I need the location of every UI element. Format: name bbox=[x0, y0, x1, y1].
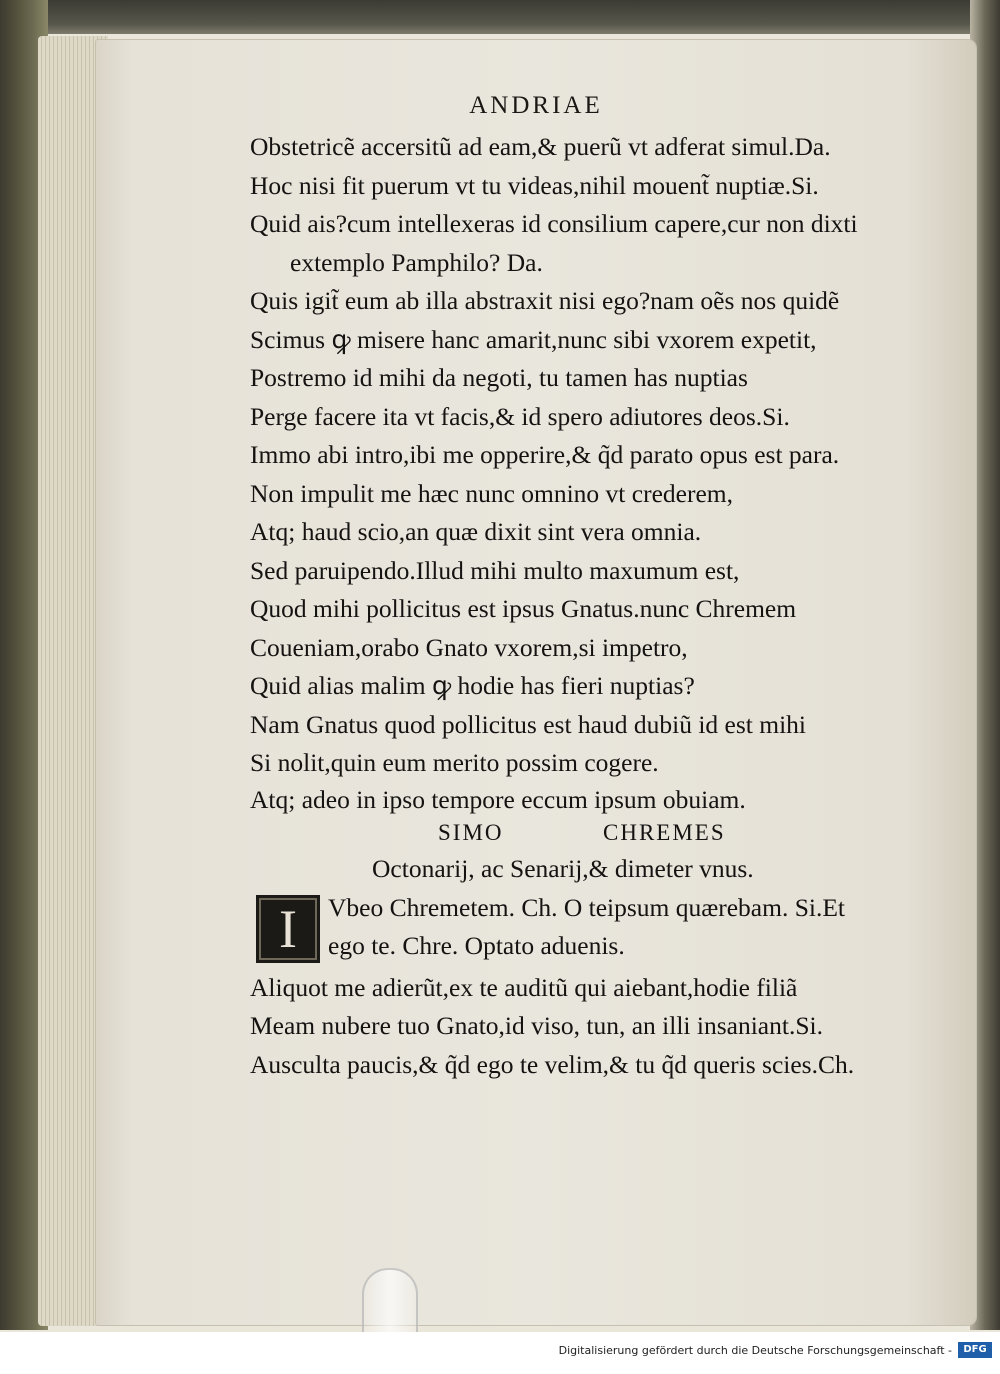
text-line: Ausculta paucis,& q̃d ego te velim,& tu q̃d queris scies.Ch. bbox=[250, 1049, 855, 1079]
text-line: Hoc nisi fit puerum vt tu videas,nihil mouent̃ nuptiæ.Si. bbox=[250, 170, 819, 200]
text-line: Vbeo Chremetem. Ch. O teipsum quærebam. Si.Et bbox=[328, 892, 846, 922]
running-head: ANDRIAE bbox=[469, 92, 603, 119]
text-line: Quid alias malim ꝙ hodie has fieri nuptias? bbox=[250, 671, 695, 700]
text-line: Perge facere ita vt facis,& id spero adiutores deos.Si. bbox=[250, 401, 790, 431]
speaker-name: SIMO bbox=[438, 819, 504, 845]
text-line: Nam Gnatus quod pollicitus est haud dubiũ id est mihi bbox=[250, 709, 806, 739]
footer-bar bbox=[0, 1332, 1000, 1374]
text-line: Aliquot me adierũt,ex te auditũ qui aiebant,hodie filiã bbox=[250, 972, 798, 1002]
text-line: Postremo id mihi da negoti, tu tamen has nuptias bbox=[250, 363, 748, 392]
dfg-logo-icon: DFG bbox=[958, 1342, 992, 1358]
dropcap-paragraph bbox=[250, 889, 940, 969]
text-line: Scimus ꝙ misere hanc amarit,nunc sibi vxorem expetit, bbox=[250, 324, 817, 354]
text-line: Obstetricẽ accersitũ ad eam,& puerũ vt adferat simul.Da. bbox=[250, 132, 831, 161]
speaker-heading bbox=[250, 817, 940, 849]
text-line: Non impulit me hæc nunc omnino vt crederem, bbox=[250, 478, 733, 508]
text-line: Sed paruipendo.Illud mihi multo maxumum est, bbox=[250, 555, 740, 585]
text-line: Immo abi intro,ibi me opperire,& q̃d parato opus est para. bbox=[250, 440, 840, 469]
decorated-initial-icon: I bbox=[256, 895, 320, 963]
text-line: Atq; haud scio,an quæ dixit sint vera omnia. bbox=[250, 517, 702, 546]
meter-note: Octonarij, ac Senarij,& dimeter vnus. bbox=[372, 853, 754, 883]
text-line: Meam nubere tuo Gnato,id viso, tun, an illi insaniant.Si. bbox=[250, 1011, 823, 1040]
text-line: Quis igit̃ eum ab illa abstraxit nisi ego?nam oẽs nos quidẽ bbox=[250, 286, 840, 315]
funding-credit: Digitalisierung gefördert durch die Deutsche Forschungsgemeinschaft - bbox=[558, 1344, 952, 1357]
book-binding-top bbox=[0, 0, 1000, 34]
text-line: Atq; adeo in ipso tempore eccum ipsum obuiam. bbox=[250, 784, 746, 814]
text-line: Quod mihi pollicitus est ipsus Gnatus.nunc Chremem bbox=[250, 594, 797, 623]
page-text bbox=[250, 128, 940, 1084]
text-line: Coueniam,orabo Gnato vxorem,si impetro, bbox=[250, 632, 688, 662]
text-line: Si nolit,quin eum merito possim cogere. bbox=[250, 748, 659, 777]
text-line: extemplo Pamphilo? Da. bbox=[290, 247, 543, 277]
text-line: Quid ais?cum intellexeras id consilium capere,cur non dixti bbox=[250, 209, 858, 238]
speaker-name: CHREMES bbox=[603, 819, 726, 845]
text-line: ego te. Chre. Optato aduenis. bbox=[328, 930, 625, 960]
